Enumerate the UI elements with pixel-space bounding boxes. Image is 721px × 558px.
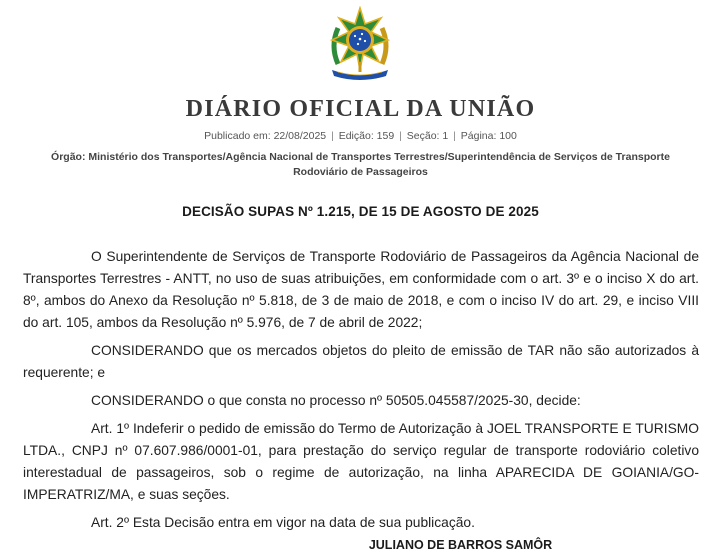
preamble-paragraph: O Superintendente de Serviços de Transporte Rodoviário de Passageiros da Agência Nacional de Transportes Terrestres - ANTT, no uso de suas atribuições, em conformidade com o art. 3º e o inciso X do art. 8º, ambos do Anexo da Resolução nº 5.818, de 3 de maio de 2018, e com o inciso IV do art. 29, e inciso VIII do art. 105, ambos da Resolução nº 5.976, de 7 de abril de 2022;	[23, 249, 699, 330]
orgao-label: Órgão:	[51, 151, 86, 163]
decision-title: DECISÃO SUPAS Nº 1.215, DE 15 DE AGOSTO DE 2025	[182, 204, 539, 219]
brazil-coat-of-arms-icon	[324, 6, 396, 82]
published-date: Publicado em: 22/08/2025	[204, 130, 327, 142]
considering-paragraph-1: CONSIDERANDO que os mercados objetos do pleito de emissão de TAR não são autorizados à requerente; e	[23, 343, 699, 380]
publication-info	[0, 130, 721, 142]
separator: |	[399, 130, 402, 142]
article-2-paragraph: Art. 2º Esta Decisão entra em vigor na data de sua publicação.	[91, 515, 475, 530]
orgao-name-line1: Ministério dos Transportes/Agência Nacional de Transportes Terrestres/Superintendência de Serviços de Transporte	[88, 151, 670, 163]
orgao-name-line2: Rodoviário de Passageiros	[293, 166, 428, 178]
considering-paragraph-2: CONSIDERANDO o que consta no processo nº 50505.045587/2025-30, decide:	[91, 393, 581, 408]
separator: |	[453, 130, 456, 142]
article-1-paragraph: Art. 1º Indeferir o pedido de emissão do Termo de Autorização à JOEL TRANSPORTE E TURISMO LTDA., CNPJ nº 07.607.986/0001-01, para prestação do serviço regular de transporte rodoviário coletivo interestadual de passageiros, sob o regime de autorização, na linha APARECIDA DE GOIANIA/GO-IMPERATRIZ/MA, e suas seções.	[23, 421, 699, 502]
separator: |	[331, 130, 334, 142]
section-number: Seção: 1	[406, 130, 449, 142]
signatory-name: JULIANO DE BARROS SAMÔR	[368, 538, 553, 552]
issuing-body	[30, 150, 691, 180]
decision-body	[23, 246, 699, 540]
masthead-title: DIÁRIO OFICIAL DA UNIÃO	[185, 96, 536, 122]
page-number: Página: 100	[460, 130, 517, 142]
edition-number: Edição: 159	[338, 130, 395, 142]
